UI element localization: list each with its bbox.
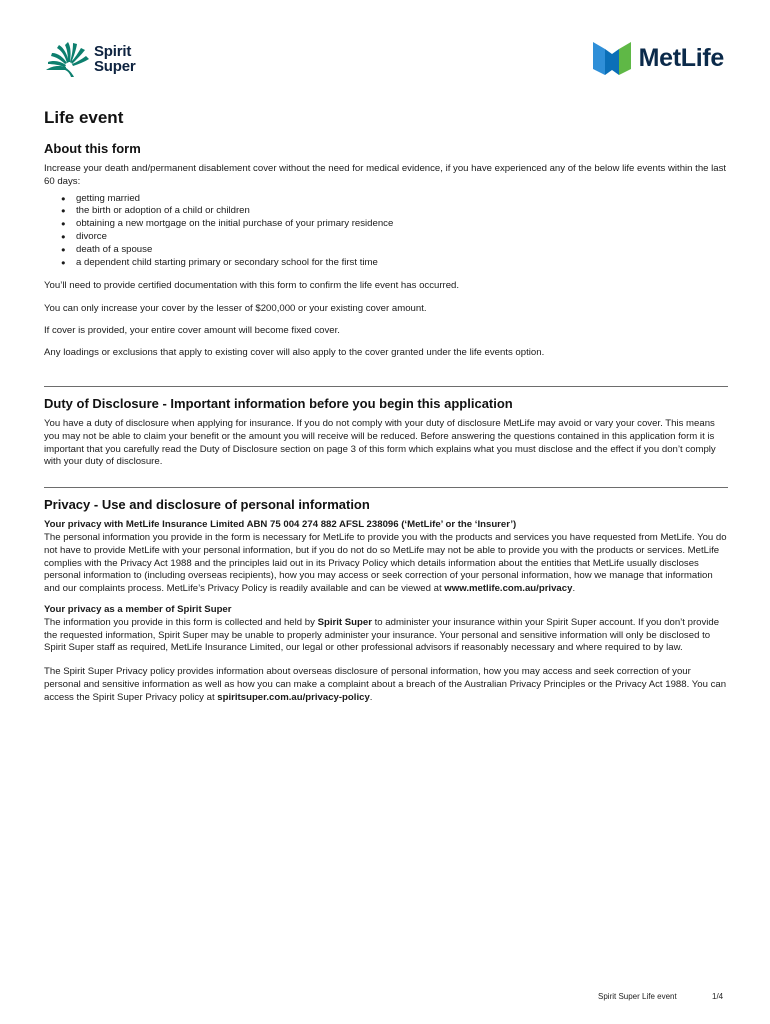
page-title: Life event (44, 108, 124, 127)
privacy-heading: Privacy - Use and disclosure of personal information (44, 497, 370, 513)
life-events-list (44, 193, 728, 270)
privacy-policy-end: . (369, 691, 373, 703)
spirit-privacy-subhead: Your privacy as a member of Spirit Super (44, 604, 232, 616)
privacy-policy-text: The Spirit Super Privacy policy provides information about overseas disclosure of personal information, how you may access and seek correction of your personal and sensitive information as well as how you can make a complaint about a breach of the Australian Privacy Principles or the Privacy Act 1988. You can access the Spirit Super Privacy policy at (44, 666, 727, 703)
disclosure-heading: Duty of Disclosure - Important information before you begin this application (44, 396, 513, 412)
disclosure-body: You have a duty of disclosure when applying for insurance. If you do not comply with your duty of disclosure MetLife may avoid or vary your cover. This means you may not be able to claim your benefit or the amount you will receive will be reduced. Before answering the questions contained in this application form it is important that you carefully read the Duty of Disclosure section on page 3 of this form which explains what you must disclose and the effect if you don’t comply with your duty of disclosure. (44, 418, 716, 468)
about-paragraph: You’ll need to provide certified documentation with this form to confirm the life event has occurred. (44, 280, 460, 292)
spirit-privacy-text: The information you provide in this form is collected and held by (44, 616, 318, 628)
spirit-privacy-link[interactable]: spiritsuper.com.au/privacy-policy (217, 691, 370, 703)
footer-title: Spirit Super Life event (598, 992, 677, 1001)
metlife-mark-icon (593, 42, 631, 75)
metlife-privacy-body (44, 532, 728, 596)
metlife-privacy-link[interactable]: www.metlife.com.au/privacy (444, 583, 573, 595)
list-item: ● death of a spouse (61, 244, 728, 257)
metlife-privacy-end: . (572, 583, 576, 595)
metlife-privacy-text: The personal information you provide in the form is necessary for MetLife to provide you with the products and services you have requested from MetLife. You do not have to provide MetLife with your personal information, but if you do not do so MetLife may not be able to provide you with the products or services. MetLife complies with the Privacy Act 1988 and the principles laid out in its Privacy Policy which details information about the entities that MetLife usually discloses personal information to (including overseas recipients), how you may access or seek correction of your personal information, how we manage that information and our complaints process. MetLife’s Privacy Policy is readily available and can be viewed at (44, 532, 727, 595)
list-item: ● the birth or adoption of a child or children (61, 205, 728, 218)
about-intro: Increase your death and/permanent disablement cover without the need for medical evidence, if you have experienced any of the below life events within the last 60 days: (44, 163, 727, 187)
form-content (44, 108, 728, 705)
list-item: ● obtaining a new mortgage on the initial purchase of your primary residence (61, 218, 728, 231)
about-section (44, 141, 728, 360)
about-heading: About this form (44, 141, 141, 156)
spirit-privacy-text-2: to administer your insurance within your Spirit Super account. If you don’t provide the requested information, Spirit Super may be unable to properly administer your insurance. Your personal and sensitive information will only be disclosed to Spirit Super staff as required, MetLife Insurance Limited, our legal or other professional advisors if reasonably necessary and where required to by law. (44, 616, 720, 654)
list-item: ● divorce (61, 231, 728, 244)
metlife-wordmark: MetLife (638, 43, 724, 72)
page-number: 1/4 (712, 992, 724, 1001)
privacy-policy-body (44, 666, 728, 704)
spirit-fan-icon (44, 40, 90, 78)
spirit-logo-line2: Super (94, 58, 136, 75)
list-item: ● a dependent child starting primary or secondary school for the first time (61, 257, 728, 270)
metlife-privacy-subhead: Your privacy with MetLife Insurance Limited ABN 75 004 274 882 AFSL 238096 (‘MetLife’ or the ‘Insurer’) (44, 519, 517, 531)
list-item: ● getting married (61, 193, 728, 206)
section-divider (44, 386, 728, 387)
spirit-super-bold: Spirit Super (317, 616, 372, 628)
spirit-logo-line1: Spirit (94, 43, 132, 60)
privacy-section (44, 497, 728, 704)
metlife-logo (593, 41, 724, 75)
spirit-privacy-body (44, 617, 728, 655)
about-paragraph: If cover is provided, your entire cover amount will become fixed cover. (44, 324, 340, 336)
about-paragraph: You can only increase your cover by the lesser of $200,000 or your existing cover amount. (44, 302, 427, 314)
disclosure-section (44, 396, 728, 469)
section-divider (44, 487, 728, 488)
about-paragraph: Any loadings or exclusions that apply to existing cover will also apply to the cover granted under the life events option. (44, 347, 545, 359)
spirit-super-logo (44, 40, 136, 78)
